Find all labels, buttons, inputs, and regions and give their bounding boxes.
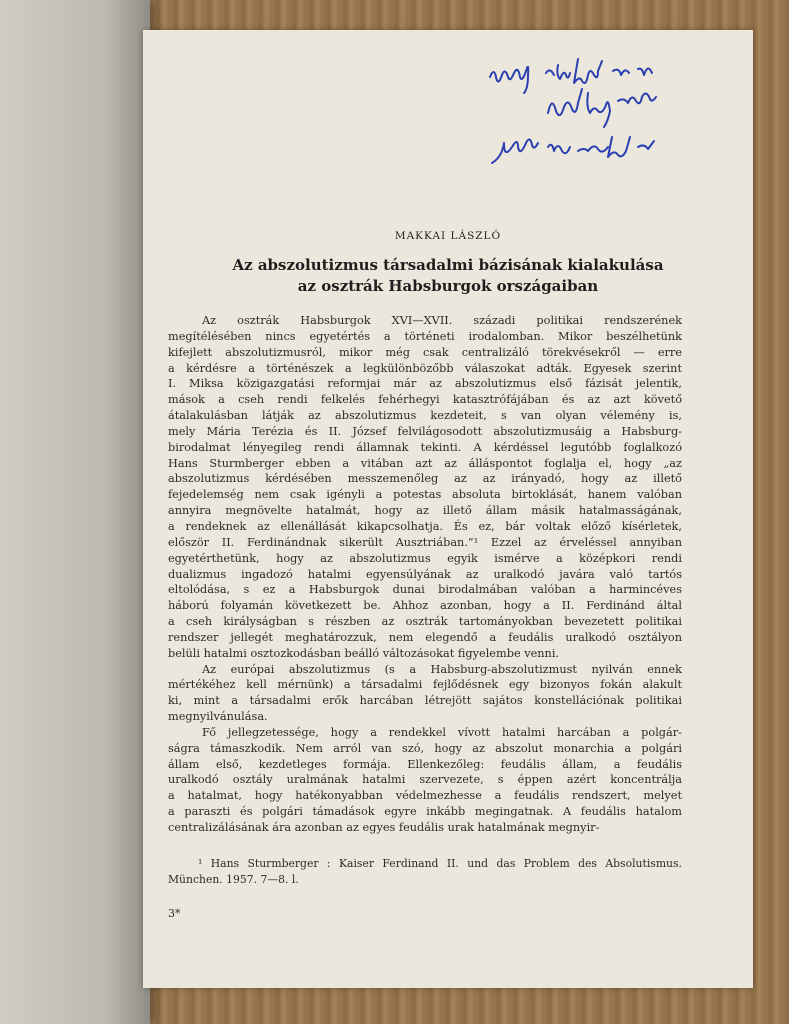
- paragraph-line: megnyilvánulása.: [168, 710, 268, 724]
- paragraph-line: a cseh királyságban s részben az osztrák tartományokban bevezetett politikai: [168, 615, 682, 629]
- paragraph-line: eltolódása, s ez a Habsburgok dunai birodalmában valóban a harmincéves: [168, 583, 682, 597]
- article-title: [143, 255, 753, 297]
- paragraph-line: annyira megnövelte hatalmát, hogy az illető állam másik hatalmasságának,: [168, 504, 682, 518]
- paragraph-line: mely Mária Terézia és II. József felvilágosodott abszolutizmusáig a Habsburg-: [168, 424, 682, 438]
- paragraph-line: centralizálásának ára azonban az egyes feudális urak hatalmának megnyir-: [168, 821, 600, 834]
- footnote-line: ¹ Hans Sturmberger : Kaiser Ferdinand II. und das Problem des Absolutismus.: [198, 857, 682, 870]
- body-paragraph: [168, 725, 682, 836]
- author-name: MAKKAI LÁSZLÓ: [394, 230, 502, 242]
- facing-page-edge: [0, 0, 150, 1024]
- paragraph-line: kifejlett abszolutizmusról, mikor még csak centralizáló törekvésekről — erre: [168, 345, 682, 359]
- handwritten-dedication-signature: [488, 55, 718, 175]
- body-paragraph: [168, 662, 682, 725]
- paragraph-line: megítélésében nincs egyetértés a történeti irodalomban. Mikor beszélhetünk: [168, 329, 682, 343]
- paragraph-line: Az európai abszolutizmus (s a Habsburg-abszolutizmust nyilván ennek: [202, 662, 682, 676]
- paragraph-line: egyetérthetünk, hogy az abszolutizmus egyik ismérve a középkori rendi: [168, 551, 682, 565]
- signature-image: [488, 55, 718, 175]
- page-number: 3*: [168, 907, 181, 920]
- paragraph-line: fejedelemség nem csak igényli a potestas absoluta birtoklását, hanem valóban: [168, 488, 682, 502]
- paragraph-line: átalakulásban látják az abszolutizmus kezdeteit, s van olyan vélemény is,: [168, 409, 682, 423]
- paragraph-line: a hatalmat, hogy hatékonyabban védelmezhesse a feudális rendszert, melyet: [168, 789, 682, 803]
- paragraph-line: abszolutizmus kérdésében messzemenőleg az az irányadó, hogy az illető: [168, 472, 682, 486]
- paragraph-line: a paraszti és polgári támadások egyre inkább megingatnak. A feudális hatalom: [168, 805, 682, 819]
- title-line: az osztrák Habsburgok országaiban: [297, 277, 599, 295]
- paragraph-line: Hans Sturmberger ebben a vitában azt az álláspontot foglalja el, hogy „az: [168, 456, 682, 470]
- paragraph-line: állam első, kezdetleges formája. Ellenkezőleg: feudális állam, a feudális: [168, 757, 682, 771]
- paragraph-line: mások a cseh rendi felkelés fehérhegyi katasztrófájában és az azt követő: [168, 393, 682, 407]
- footnote-line: München. 1957. 7—8. l.: [168, 873, 299, 886]
- paragraph-line: uralkodó osztály uralmának hatalmi szervezete, s éppen azért koncentrálja: [168, 773, 682, 787]
- paragraph-line: dualizmus ingadozó hatalmi egyensúlyának az uralkodó javára való tartós: [168, 567, 682, 581]
- paragraph-line: ki, mint a társadalmi erők harcában létrejött sajátos konstellációnak politikai: [168, 694, 682, 708]
- paragraph-line: birodalmat lényegileg rendi államnak tekinti. A kérdéssel legutóbb foglalkozó: [168, 440, 682, 454]
- title-line: Az abszolutizmus társadalmi bázisának kialakulása: [232, 256, 664, 274]
- footnote: [168, 856, 682, 888]
- paragraph-line: rendszer jellegét meghatározzuk, nem elegendő a feudális uralkodó osztályon: [168, 630, 682, 644]
- paragraph-line: a kérdésre a történészek a legkülönbözőbb válaszokat adták. Egyesek szerint: [168, 361, 682, 375]
- body-paragraph: [168, 313, 682, 662]
- paragraph-line: háború folyamán következett be. Ahhoz azonban, hogy a II. Ferdinánd által: [168, 599, 682, 613]
- paragraph-line: I. Miksa közigazgatási reformjai már az abszolutizmus első fázisát jelentik,: [168, 377, 682, 391]
- paragraph-line: mértékéhez kell mérnünk) a társadalmi fejlődésnek egy bizonyos fokán alakult: [168, 678, 682, 692]
- paragraph-line: belüli hatalmi osztozkodásban beálló változásokat figyelembe venni.: [168, 646, 560, 660]
- paragraph-line: Fő jellegzetessége, hogy a rendekkel vívott hatalmi harcában a polgár-: [202, 725, 682, 739]
- paragraph-line: először II. Ferdinándnak sikerült Ausztriában.”¹ Ezzel az érveléssel annyiban: [168, 535, 682, 549]
- article-body: [168, 313, 682, 836]
- paragraph-line: a rendeknek az ellenállását kikapcsolhatja. És ez, bár voltak előző kísérletek,: [168, 519, 682, 533]
- paragraph-line: Az osztrák Habsburgok XVI—XVII. századi politikai rendszerének: [202, 314, 682, 327]
- paragraph-line: ságra támaszkodik. Nem arról van szó, hogy az abszolut monarchia a polgári: [168, 741, 682, 755]
